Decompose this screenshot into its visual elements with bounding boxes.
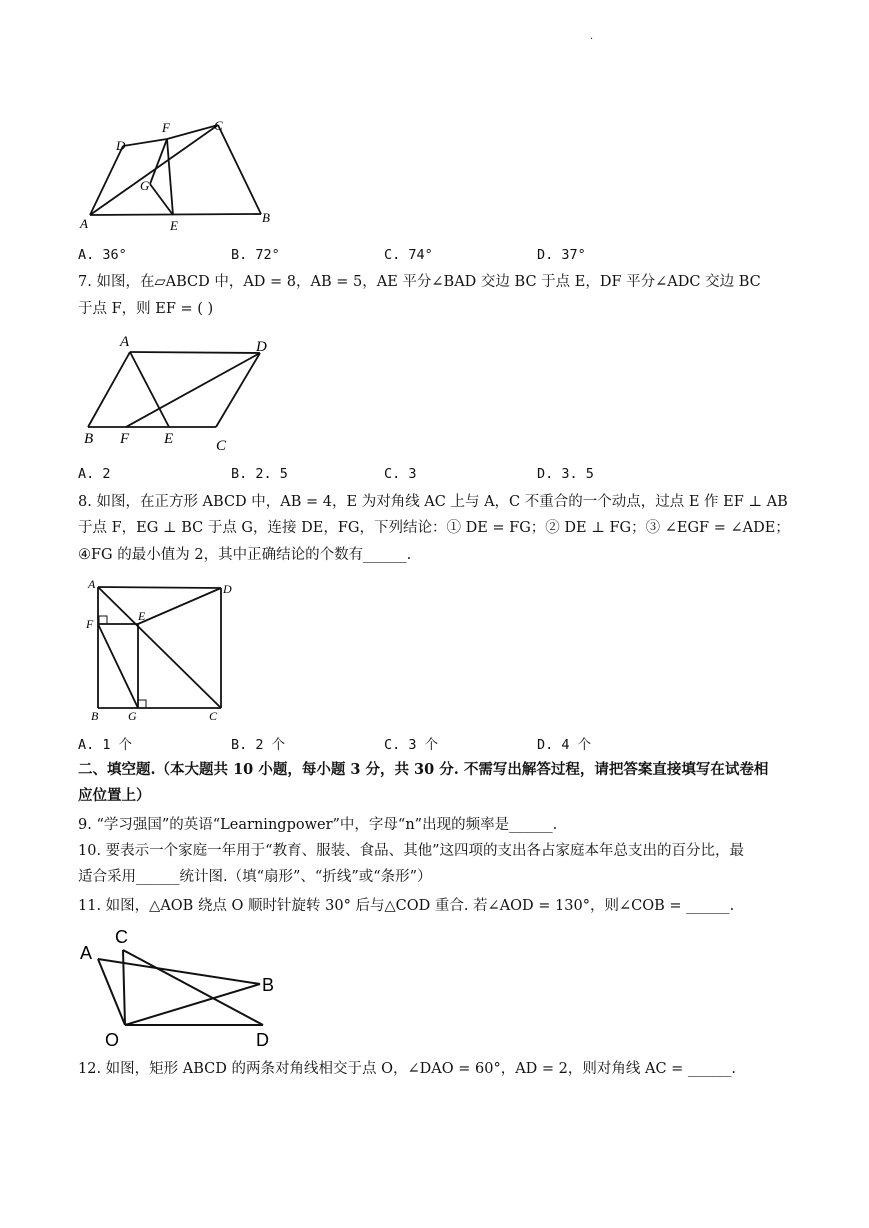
q8-option-c[interactable]: C. 3 个 bbox=[384, 737, 439, 753]
fig8-label-C: C bbox=[209, 709, 218, 723]
q6-option-d[interactable]: D. 37° bbox=[537, 247, 586, 263]
fig11-label-B: B bbox=[262, 975, 275, 995]
q8-option-d[interactable]: D. 4 个 bbox=[537, 737, 592, 753]
fig8-label-D: D bbox=[223, 582, 232, 596]
fig6-label-C: C bbox=[214, 118, 223, 133]
q6-option-a[interactable]: A. 36° bbox=[78, 247, 127, 263]
fig11-label-O: O bbox=[105, 1030, 120, 1050]
figure-q8 bbox=[78, 574, 248, 726]
q8-option-a[interactable]: A. 1 个 bbox=[78, 737, 133, 753]
q7-text-line2: 于点 F，则 EF = ( ) bbox=[78, 301, 214, 317]
fig7-label-F: F bbox=[120, 431, 130, 447]
section2-heading-line1: 二、填空题.（本大题共 10 小题，每小题 3 分，共 30 分. 不需写出解答过程，请把答案直接填写在试卷相 bbox=[78, 761, 769, 778]
q12-text: 12. 如图，矩形 ABCD 的两条对角线相交于点 O，∠DAO = 60°，AD = 2，则对角线 AC = ______. bbox=[78, 1061, 737, 1077]
figure-q11 bbox=[78, 924, 288, 1054]
fig6-label-G: G bbox=[140, 178, 150, 193]
fig8-label-F: F bbox=[86, 617, 94, 631]
fig8-label-E: E bbox=[138, 609, 146, 623]
q8-text-line2: 于点 F，EG ⊥ BC 于点 G，连接 DE，FG，下列结论：① DE = FG；② DE ⊥ FG；③ ∠EGF = ∠ADE； bbox=[78, 520, 790, 536]
fig6-label-D: D bbox=[116, 138, 126, 153]
fig7-label-B: B bbox=[84, 431, 94, 447]
fig6-label-F: F bbox=[162, 120, 170, 135]
q7-option-d[interactable]: D. 3. 5 bbox=[537, 466, 594, 482]
q8-option-b[interactable]: B. 2 个 bbox=[231, 737, 286, 753]
fig11-label-D: D bbox=[256, 1030, 269, 1050]
fig11-label-C: C bbox=[115, 927, 128, 947]
fig7-label-C: C bbox=[216, 438, 227, 454]
q8-text-line1: 8. 如图，在正方形 ABCD 中，AB = 4，E 为对角线 AC 上与 A，C 不重合的一个动点，过点 E 作 EF ⊥ AB bbox=[78, 494, 788, 510]
q6-option-b[interactable]: B. 72° bbox=[231, 247, 280, 263]
fig6-label-A: A bbox=[80, 216, 88, 231]
q9-text: 9. “学习强国”的英语“Learningpower”中，字母“n”出现的频率是______. bbox=[78, 817, 558, 833]
q7-option-c[interactable]: C. 3 bbox=[384, 466, 417, 482]
q10-text-line1: 10. 要表示一个家庭一年用于“教育、服装、食品、其他”这四项的支出各占家庭本年总支出的百分比，最 bbox=[78, 843, 744, 859]
q10-text-line2: 适合采用______统计图.（填“扇形”、“折线”或“条形”） bbox=[78, 869, 432, 885]
figure-q6 bbox=[78, 112, 288, 237]
q6-option-c[interactable]: C. 74° bbox=[384, 247, 433, 263]
figure-q7 bbox=[78, 330, 288, 458]
fig7-label-E: E bbox=[164, 431, 174, 447]
fig8-label-A: A bbox=[88, 577, 96, 591]
fig8-label-G: G bbox=[128, 709, 137, 723]
fig7-label-D: D bbox=[256, 339, 267, 355]
q7-option-b[interactable]: B. 2. 5 bbox=[231, 466, 288, 482]
fig11-label-A: A bbox=[80, 943, 93, 963]
q7-text-line1: 7. 如图，在▱ABCD 中，AD = 8，AB = 5，AE 平分∠BAD 交边 BC 于点 E，DF 平分∠ADC 交边 BC bbox=[78, 274, 761, 290]
q8-text-line3: ④FG 的最小值为 2，其中正确结论的个数有______. bbox=[78, 547, 412, 563]
fig6-label-B: B bbox=[262, 210, 270, 225]
q11-text: 11. 如图，△AOB 绕点 O 顺时针旋转 30° 后与△COD 重合. 若∠AOD = 130°，则∠COB = ______. bbox=[78, 898, 735, 914]
fig8-label-B: B bbox=[91, 709, 99, 723]
fig6-label-E: E bbox=[170, 218, 178, 233]
fig7-label-A: A bbox=[120, 334, 130, 350]
section2-heading-line2: 应位置上） bbox=[78, 787, 151, 804]
q7-option-a[interactable]: A. 2 bbox=[78, 466, 111, 482]
header-dot: · bbox=[590, 34, 594, 45]
